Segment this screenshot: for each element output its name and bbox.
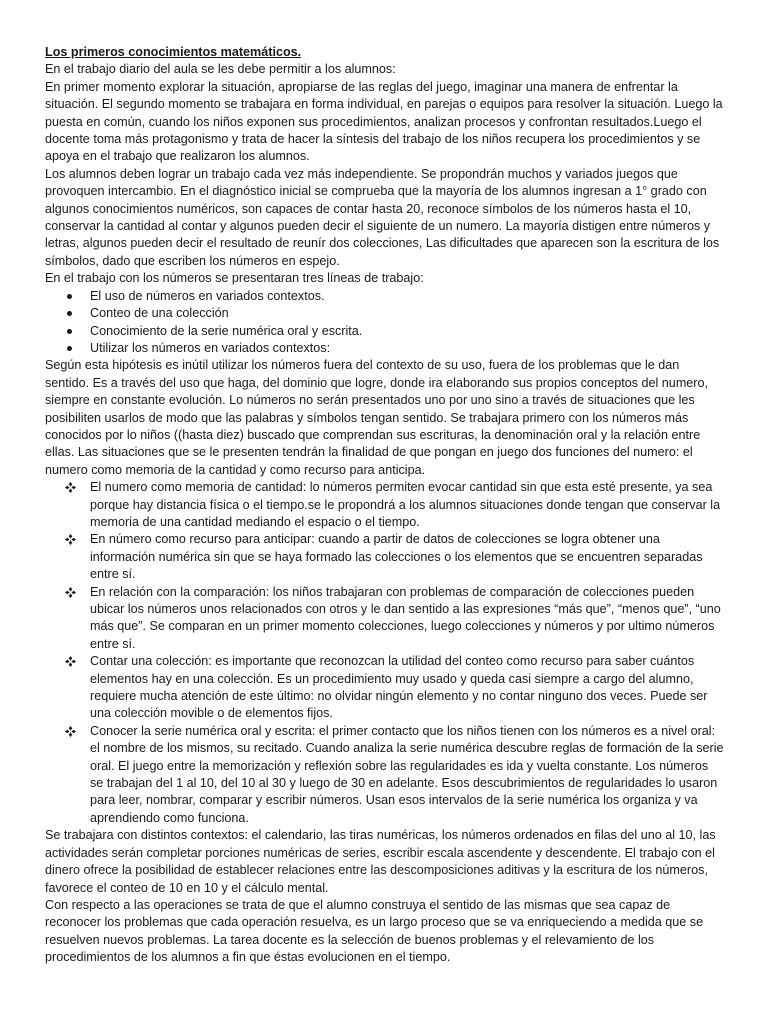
diamond-bullet-icon: [65, 587, 76, 598]
paragraph: En el trabajo diario del aula se les debe permitir a los alumnos:: [45, 62, 396, 77]
diamond-bullet-icon: [65, 482, 76, 493]
paragraph: Se trabajara con distintos contextos: el calendario, las tiras numéricas, los números ordenados en filas del uno al 10, las actividades serán completar porciones numéricas de series, escribir escala ascendente y descendente. El trabajo con el dinero ofrece la posibilidad de establecer relaciones entre las descomposiciones aditivas y la escritura de los números, favorece el conteo de 10 en 10 y el cálculo mental.: [45, 828, 716, 895]
paragraph: En primer momento explorar la situación, apropiarse de las reglas del juego, imaginar una manera de enfrentar la situación. El segundo momento se trabajara en forma individual, en parejas o equipos para resolver la situación. Luego la puesta en común, cuando los niños exponen sus procedimientos, analizan procesos y confrontan resultados.Luego el docente toma más protagonismo y trata de hacer la síntesis del trabajo de los niños recupera los procedimientos y se apoya en el trabajo que realizaron los alumnos.: [45, 79, 723, 164]
list-item: [45, 479, 724, 531]
document-title: Los primeros conocimientos matemáticos.: [45, 45, 302, 59]
list-item: [45, 288, 724, 305]
paragraph: Según esta hipótesis es inútil utilizar los números fuera del contexto de su uso, fuera de los problemas que le dan sentido. Es a través del uso que haga, del dominio que logre, donde ira elaborando sus propios conceptos del numero, siempre en constante evolución. Lo números no serán presentados uno por uno sino a través de situaciones que les posibiliten usarlos de modo que las palabras y símbolos tengan sentido. Se trabajara primero con los números más conocidos por lo niños ((hasta diez) buscado que comprendan sus escrituras, la denominación oral y la relación entre ellas. Las situaciones que se le presenten tendrán la finalidad de que pongan en juego dos funciones del numero: el numero como memoria de la cantidad y como recurso para anticipa.: [45, 358, 709, 477]
bullet-icon: [67, 294, 72, 299]
list-item: [45, 531, 724, 583]
list-item: [45, 584, 724, 654]
list-item-text: Utilizar los números en variados contextos:: [90, 340, 331, 355]
bullet-icon: [67, 329, 72, 334]
paragraph: Con respecto a las operaciones se trata de que el alumno construya el sentido de las mismas que sea capaz de reconocer los problemas que cada operación resuelva, es un largo proceso que se va enriqueciendo a medida que se resuelven nuevos problemas. La tarea docente es la selección de buenos problemas y el relevamiento de los procedimientos de los alumnos a fin que éstas evolucionen en el tiempo.: [45, 897, 704, 965]
paragraph: En el trabajo con los números se presentaran tres líneas de trabajo:: [45, 271, 424, 286]
bullet-icon: [67, 346, 72, 351]
paragraph: Los alumnos deben lograr un trabajo cada vez más independiente. Se propondrán muchos y variados juegos que provoquen intercambio. En el diagnóstico inicial se comprueba que la mayoría de los alumnos ingresan a 1° grado con algunos conocimientos numéricos, son capaces de contar hasta 20, reconoce símbolos de los números hasta el 10, conservar la cantidad al contar y algunos pueden decir el siguiente de un numero. La mayoría distigen entre números y letras, algunos pueden decir el resultado de reunír dos colecciones, Las dificultades que aparecen son la escritura de los símbolos, dado que escriben los números en espejo.: [45, 166, 720, 268]
list-item: [45, 323, 724, 340]
bullet-list: [45, 288, 724, 358]
list-item-text: Conocimiento de la serie numérica oral y escrita.: [90, 323, 363, 338]
list-item-text: El numero como memoria de cantidad: lo números permiten evocar cantidad sin que esta esté presente, ya sea porque hay distancia física o el tiempo.se le propondrá a los alumnos situaciones donde tengan que conservar la memoria de una cantidad mediando el espacio o el tiempo.: [90, 480, 721, 529]
diamond-bullet-icon: [65, 534, 76, 545]
list-item-text: Conocer la serie numérica oral y escrita: el primer contacto que los niños tienen con los números es a nivel oral: el nombre de los mismos, su recitado. Cuando analiza la serie numérica descubre reglas de formación de la serie oral. El juego entre la memorización y reflexión sobre las regularidades es ida y vuelta constante. Los números se trabajan del 1 al 10, del 10 al 30 y luego de 30 en adelante. Esos descubrimientos de regularidades lo usaron para leer, nombrar, comparar y escribir números. Usan esos intervalos de la serie numérica los organiza y va aprendiendo como funciona.: [90, 723, 724, 825]
list-item: [45, 305, 724, 322]
list-item-text: Conteo de una colección: [90, 306, 229, 321]
list-item: [45, 340, 724, 357]
diamond-list: [45, 479, 724, 827]
bullet-icon: [67, 311, 72, 316]
diamond-bullet-icon: [65, 656, 76, 667]
list-item-text: En relación con la comparación: los niños trabajaran con problemas de comparación de colecciones pueden ubicar los números unos relacionados con otros y le dan sentido a las expresiones “más que”, “menos que”, “uno más que”. Se comparan en un primer momento colecciones, luego colecciones y números y por ultimo números entre sí.: [90, 584, 721, 651]
list-item-text: El uso de números en variados contextos.: [90, 288, 325, 303]
diamond-bullet-icon: [65, 726, 76, 737]
list-item-text: En número como recurso para anticipar: cuando a partir de datos de colecciones se logra obtener una información numérica sin que se haya formado las colecciones o los elementos que se encuentren separadas entre sí.: [90, 532, 703, 582]
list-item-text: Contar una colección: es importante que reconozcan la utilidad del conteo como recurso para saber cuántos elementos hay en una colección. Es un procedimiento muy usado y queda casi siempre a cargo del alumno, requiere mucha atención de este último: no olvidar ningún elemento y no contar ninguno dos veces. Puede ser una colección movible o de elementos fijos.: [90, 654, 708, 721]
list-item: [45, 723, 724, 827]
list-item: [45, 653, 724, 723]
